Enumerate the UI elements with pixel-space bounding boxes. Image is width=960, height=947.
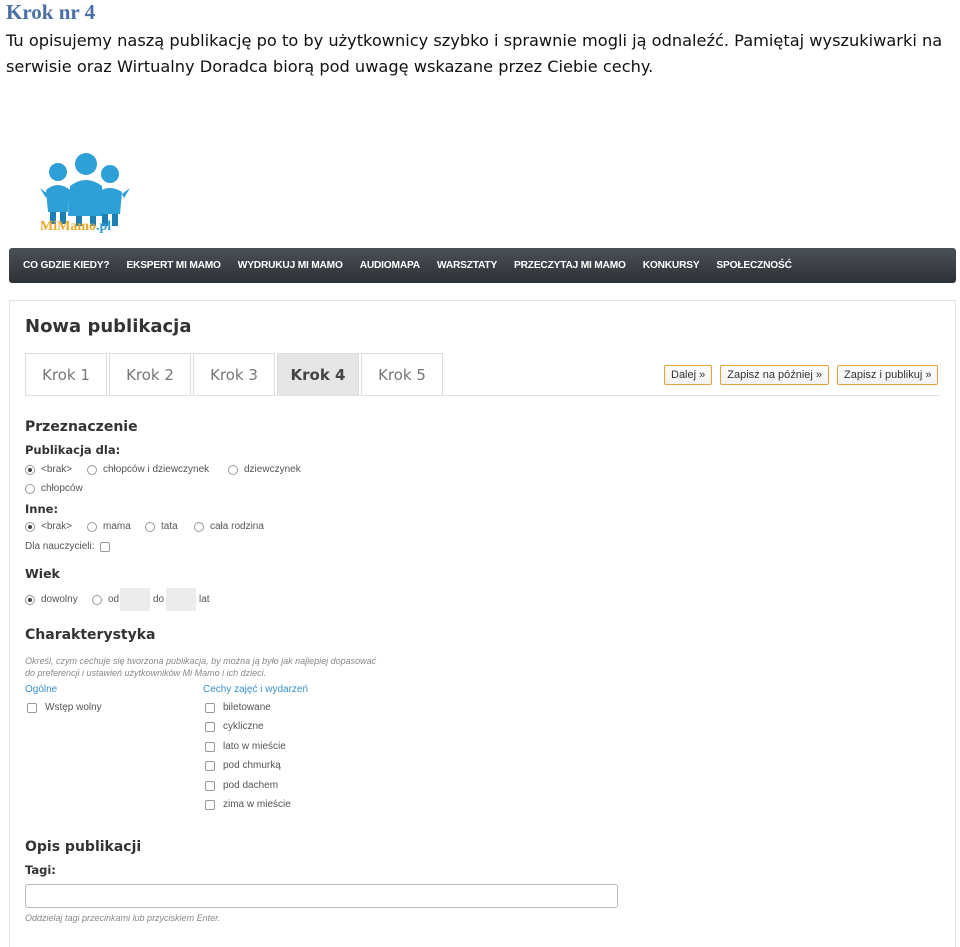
events-item-indoor[interactable] — [205, 780, 278, 791]
pub-for-option-boys[interactable] — [25, 483, 83, 494]
option-label: pod chmurką — [223, 760, 281, 771]
other-option-family[interactable] — [194, 521, 264, 532]
age-option-range[interactable] — [92, 594, 119, 605]
option-label: <brak> — [41, 464, 73, 475]
logo-wordmark — [40, 219, 111, 235]
other-option-none[interactable] — [25, 521, 72, 532]
document-heading: Krok nr 4 — [6, 0, 96, 24]
page-title: Nowa publikacja — [25, 316, 192, 337]
save-later-button[interactable]: Zapisz na później » — [720, 365, 829, 385]
checkbox-icon[interactable] — [205, 800, 215, 810]
checkbox-icon[interactable] — [205, 742, 215, 752]
age-to-input[interactable] — [166, 588, 196, 611]
nav-item-przeczytaj[interactable]: PRZECZYTAJ MI MAMO — [514, 260, 626, 271]
option-label: tata — [161, 521, 178, 532]
nav-item-ekspert[interactable]: EKSPERT MI MAMO — [126, 260, 221, 271]
section-title-przeznaczenie: Przeznaczenie — [25, 419, 138, 435]
option-label: <brak> — [41, 521, 73, 532]
tab-krok-5[interactable]: Krok 5 — [361, 353, 443, 396]
pub-for-option-boys-girls[interactable] — [87, 464, 209, 475]
section-title-wiek: Wiek — [25, 566, 60, 581]
tab-krok-2[interactable]: Krok 2 — [109, 353, 191, 396]
tabs-divider — [25, 395, 940, 396]
section-title-charakterystyka: Charakterystyka — [25, 627, 156, 643]
charakterystyka-hint-2: do preferencji i ustawień użytkowników Mi Mamo i ich dzieci. — [25, 668, 267, 678]
form-actions — [664, 365, 946, 385]
age-option-any[interactable] — [25, 594, 78, 605]
events-item-recurring[interactable] — [205, 721, 264, 732]
radio-icon[interactable] — [25, 465, 35, 475]
radio-icon[interactable] — [25, 595, 35, 605]
nav-item-konkursy[interactable]: KONKURSY — [642, 260, 700, 271]
save-publish-button[interactable]: Zapisz i publikuj » — [837, 365, 938, 385]
option-label: pod dachem — [223, 780, 279, 791]
next-button[interactable]: Dalej » — [664, 365, 712, 385]
events-item-outdoor[interactable] — [205, 760, 281, 771]
checkbox-icon[interactable] — [205, 781, 215, 791]
general-column-head[interactable]: Ogólne — [25, 684, 58, 695]
option-label: chłopców i dziewczynek — [103, 464, 210, 475]
pub-for-option-girls[interactable] — [228, 464, 301, 475]
pub-for-option-none[interactable] — [25, 464, 72, 475]
logo-wordmark-domain: .pl — [95, 219, 112, 234]
option-label: Wstęp wolny — [45, 702, 102, 713]
radio-icon[interactable] — [145, 522, 155, 532]
radio-icon[interactable] — [228, 465, 238, 475]
checkbox-icon[interactable] — [205, 722, 215, 732]
option-label: mama — [103, 521, 131, 532]
option-label: dziewczynek — [244, 464, 301, 475]
events-item-summer-city[interactable] — [205, 741, 286, 752]
radio-icon[interactable] — [194, 522, 204, 532]
age-to-label: do — [153, 594, 165, 605]
tags-hint: Oddzielaj tagi przecinkami lub przyciskiem Enter. — [25, 913, 221, 923]
radio-icon[interactable] — [87, 465, 97, 475]
tags-label: Tagi: — [25, 863, 56, 877]
teachers-checkbox[interactable] — [100, 542, 110, 552]
age-from-input[interactable] — [120, 588, 150, 611]
nav-item-spolecznosc[interactable]: SPOŁECZNOŚĆ — [716, 260, 792, 271]
other-option-tata[interactable] — [145, 521, 178, 532]
events-item-winter-city[interactable] — [205, 799, 291, 810]
checkbox-icon[interactable] — [205, 761, 215, 771]
option-label: zima w mieście — [223, 799, 291, 810]
checkbox-icon[interactable] — [205, 703, 215, 713]
age-from-label: od — [108, 594, 120, 605]
teachers-option[interactable] — [25, 541, 118, 552]
other-label: Inne: — [25, 502, 59, 516]
tab-krok-4[interactable]: Krok 4 — [277, 353, 359, 396]
age-unit-label: lat — [199, 594, 210, 605]
option-label: cała rodzina — [210, 521, 264, 532]
option-label: chłopców — [41, 483, 83, 494]
charakterystyka-hint-1: Określ, czym cechuje się tworzona publikacja, by można ją było jak najlepiej dopasować — [25, 656, 377, 666]
radio-icon[interactable] — [25, 484, 35, 494]
option-label: cykliczne — [223, 721, 264, 732]
section-title-opis: Opis publikacji — [25, 839, 142, 855]
radio-icon[interactable] — [25, 522, 35, 532]
general-item-free-entry[interactable] — [27, 702, 102, 713]
teachers-label: Dla nauczycieli: — [25, 541, 95, 552]
option-label: biletowane — [223, 702, 271, 713]
nav-item-warsztaty[interactable]: WARSZTATY — [436, 260, 498, 271]
tab-krok-3[interactable]: Krok 3 — [193, 353, 275, 396]
option-label: lato w mieście — [223, 741, 286, 752]
nav-item-co-gdzie-kiedy[interactable]: CO GDZIE KIEDY? — [23, 260, 110, 271]
tags-input[interactable] — [25, 884, 618, 908]
logo-wordmark-main: MiMamo — [40, 219, 96, 234]
nav-item-wydrukuj[interactable]: WYDRUKUJ MI MAMO — [237, 260, 343, 271]
radio-icon[interactable] — [92, 595, 102, 605]
other-option-mama[interactable] — [87, 521, 131, 532]
pub-for-label: Publikacja dla: — [25, 443, 121, 457]
events-item-ticketed[interactable] — [205, 702, 271, 713]
step-tabs — [25, 353, 445, 396]
form-panel — [9, 300, 956, 947]
tab-krok-1[interactable]: Krok 1 — [25, 353, 107, 396]
radio-icon[interactable] — [87, 522, 97, 532]
nav-item-audiomapa[interactable]: AUDIOMAPA — [359, 260, 420, 271]
events-column-head[interactable]: Cechy zajęć i wydarzeń — [203, 684, 309, 695]
document-description: Tu opisujemy naszą publikację po to by użytkownicy szybko i sprawnie mogli ją odnaleźć. Pamiętaj wyszukiwarki na serwisie oraz Wirtualny Doradca biorą pod uwagę wskazane przez Ciebie cechy. — [6, 31, 943, 76]
checkbox-icon[interactable] — [27, 703, 37, 713]
main-navbar — [9, 248, 956, 283]
option-label: dowolny — [41, 594, 78, 605]
